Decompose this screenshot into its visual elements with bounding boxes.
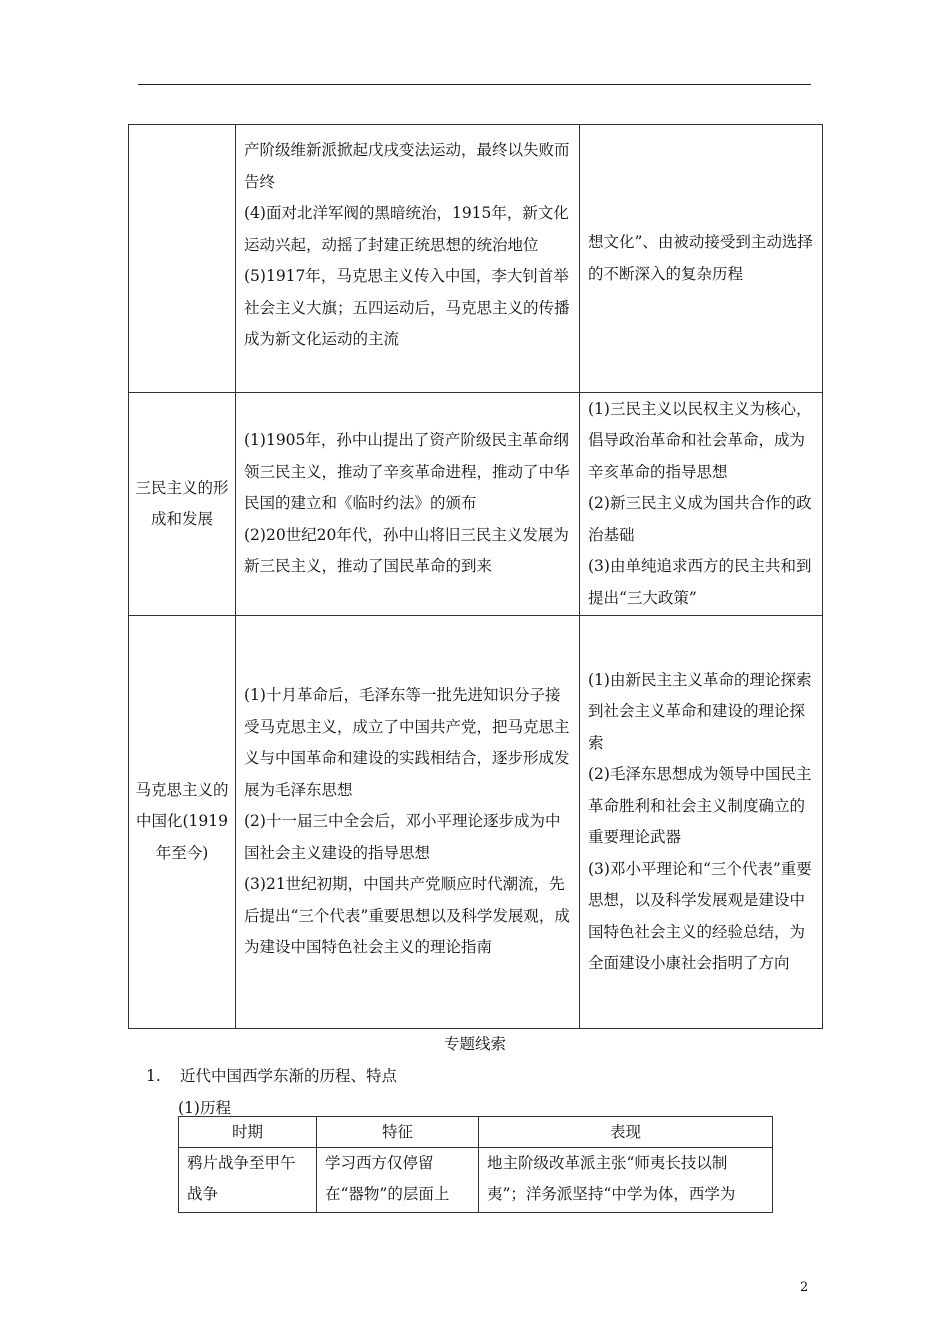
notes-line: (2)新三民主义成为国共合作的政治基础 [588, 494, 812, 544]
topic-cell [129, 125, 236, 393]
notes-line: 想文化”、由被动接受到主动选择的不断深入的复杂历程 [588, 233, 813, 283]
table-row [129, 393, 823, 616]
notes-cell [580, 393, 823, 616]
notes-line: (2)毛泽东思想成为领导中国民主革命胜利和社会主义制度确立的重要理论武器 [588, 765, 812, 846]
list-item [146, 1064, 397, 1088]
content-cell [236, 125, 580, 393]
table-row [179, 1148, 773, 1213]
expression-cell: 地主阶级改革派主张“师夷长技以制夷”；洋务派坚持“中学为体，西学为 [479, 1148, 773, 1213]
topic-cell: 三民主义的形成和发展 [129, 393, 236, 616]
list-item-text: 近代中国西学东渐的历程、特点 [180, 1067, 398, 1085]
subheading: (1)历程 [178, 1099, 231, 1117]
notes-line: (3)邓小平理论和“三个代表”重要思想，以及科学发展观是建设中国特色社会主义的经验总结，为全面建设小康社会指明了方向 [588, 859, 812, 972]
process-table [178, 1116, 773, 1213]
history-table [128, 124, 823, 1029]
table-row [129, 125, 823, 393]
header-rule [138, 84, 811, 85]
content-cell [236, 393, 580, 616]
content-line: (1)十月革命后，毛泽东等一批先进知识分子接受马克思主义，成立了中国共产党，把马克思主义与中国革命和建设的实践相结合，逐步形成发展为毛泽东思想 [244, 686, 570, 799]
content-line: (2)十一届三中全会后，邓小平理论逐步成为中国社会主义建设的指导思想 [244, 812, 561, 862]
content-line: (5)1917年，马克思主义传入中国，李大钊首举社会主义大旗；五四运动后，马克思主义的传播成为新文化运动的主流 [244, 267, 570, 348]
content-line: (3)21世纪初期，中国共产党顺应时代潮流，先后提出“三个代表”重要思想以及科学发展观，成为建设中国特色社会主义的理论指南 [244, 875, 570, 957]
table-header-row [179, 1117, 773, 1148]
page-number: 2 [800, 1280, 809, 1295]
notes-cell [580, 125, 823, 393]
content-line: (4)面对北洋军阀的黑暗统治，1915年，新文化运动兴起，动摇了封建正统思想的统治地位 [244, 204, 569, 254]
notes-line: (3)由单纯追求西方的民主共和到提出“三大政策” [588, 557, 812, 607]
notes-line: (1)由新民主主义革命的理论探索到社会主义革命和建设的理论探索 [588, 670, 812, 752]
column-header: 特征 [317, 1117, 479, 1148]
topic-cell: 马克思主义的中国化(1919年至今) [129, 616, 236, 1029]
column-header: 时期 [179, 1117, 317, 1148]
notes-cell [580, 616, 823, 1029]
period-cell: 鸦片战争至甲午战争 [179, 1148, 317, 1213]
column-header: 表现 [479, 1117, 773, 1148]
feature-cell: 学习西方仅停留在“器物”的层面上 [317, 1148, 479, 1213]
content-cell [236, 616, 580, 1029]
notes-line: (1)三民主义以民权主义为核心，倡导政治革命和社会革命，成为辛亥革命的指导思想 [588, 399, 812, 481]
table-row [129, 616, 823, 1029]
content-line: (2)20世纪20年代，孙中山将旧三民主义发展为新三民主义，推动了国民革命的到来 [244, 525, 569, 576]
list-item-number: 1. [146, 1067, 161, 1085]
section-title: 专题线索 [443, 1035, 506, 1053]
content-line: (1)1905年，孙中山提出了资产阶级民主革命纲领三民主义，推动了辛亥革命进程，推动了中华民国的建立和《临时约法》的颁布 [244, 431, 570, 513]
content-line: 产阶级维新派掀起戊戌变法运动，最终以失败而告终 [244, 141, 570, 191]
